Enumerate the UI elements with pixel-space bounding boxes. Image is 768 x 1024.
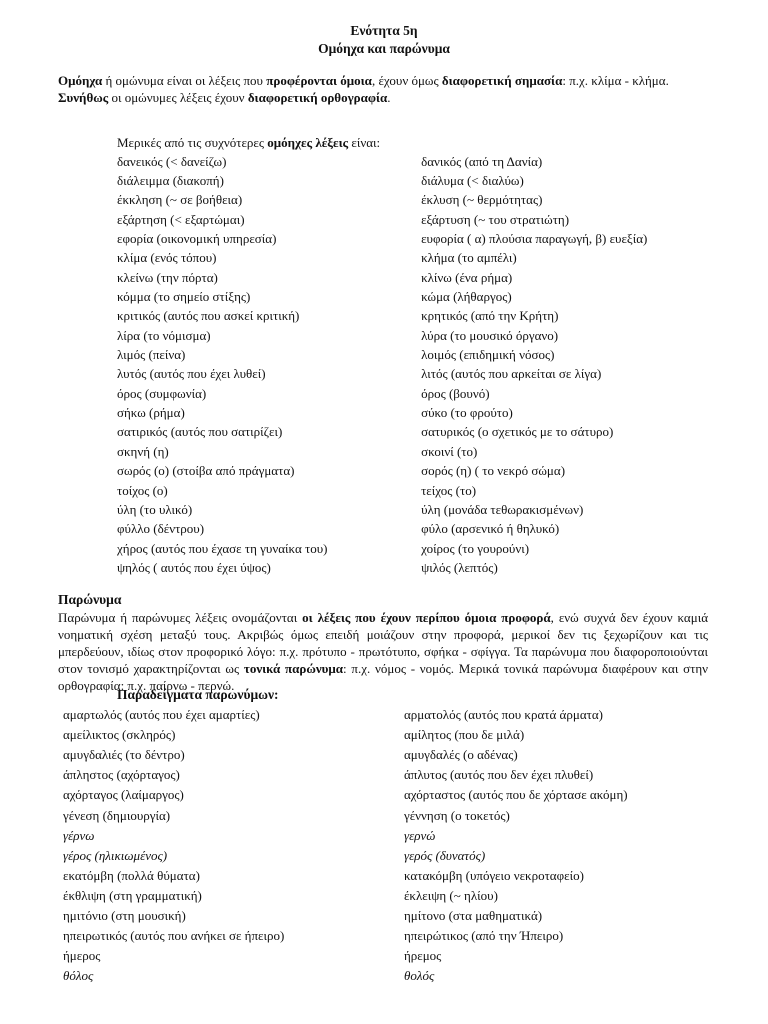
list-item	[117, 539, 737, 558]
title-block	[0, 22, 768, 58]
page-title: Ενότητα 5η	[350, 23, 418, 38]
term-omoiha: Ομόηχα	[58, 73, 103, 88]
homophone-right: λύρα (το μουσικό όργανο)	[421, 327, 559, 343]
paronym-right: άπλυτος (αυτός που δεν έχει πλυθεί)	[403, 767, 594, 783]
list-item	[63, 966, 723, 986]
paronym-right: γερός (δυνατός)	[403, 847, 486, 863]
homophone-left: σήκω (ρήμα)	[117, 405, 185, 421]
homophone-left: κόμμα (το σημείο στίξης)	[117, 289, 251, 305]
homophone-right: σατυρικός (ο σχετικός με το σάτυρο)	[421, 424, 614, 440]
homophone-right: ψιλός (λεπτός)	[421, 559, 498, 575]
homophone-left: λιμός (πείνα)	[117, 347, 186, 363]
homophone-left: σατιρικός (αυτός που σατιρίζει)	[117, 424, 283, 440]
paronym-left: ηπειρωτικός (αυτός που ανήκει σε ήπειρο)	[63, 928, 285, 944]
list-item	[117, 462, 737, 481]
list-item	[117, 442, 737, 461]
homophone-right: χοίρος (το γουρούνι)	[421, 540, 530, 556]
intro-emphasis: διαφορετική σημασία	[441, 73, 563, 88]
paronym-left: αμείλικτος (σκληρός)	[63, 727, 176, 743]
homophone-left: κλίμα (ενός τόπου)	[117, 250, 217, 266]
homophone-right: φύλο (αρσενικό ή θηλυκό)	[421, 521, 560, 537]
page-subtitle: Ομόηχα και παρώνυμα	[318, 41, 450, 56]
homophone-right: λοιμός (επιδημική νόσος)	[421, 347, 555, 363]
para-emphasis: τονικά παρώνυμα	[243, 661, 344, 676]
intro-emphasis: Συνήθως	[58, 90, 109, 105]
list-item	[63, 906, 723, 926]
paronym-left: γένεση (δημιουργία)	[63, 807, 171, 823]
homophone-right: σορός (η) ( το νεκρό σώμα)	[421, 463, 566, 479]
intro-paragraph	[58, 72, 708, 106]
list-item	[117, 210, 737, 229]
list-item	[117, 384, 737, 403]
list-item	[117, 423, 737, 442]
homophone-right: κλήμα (το αμπέλι)	[421, 250, 517, 266]
homophone-left: διάλειμμα (διακοπή)	[117, 173, 224, 189]
intro-line-1	[58, 72, 708, 89]
list-item	[117, 152, 737, 171]
homophone-left: τοίχος (ο)	[117, 482, 168, 498]
homophone-right: κρητικός (από την Κρήτη)	[421, 308, 559, 324]
homophone-right: διάλυμα (< διαλύω)	[421, 173, 524, 189]
homophone-left: δανεικός (< δανείζω)	[117, 153, 227, 169]
intro-text: .	[387, 90, 391, 105]
homophone-right: όρος (βουνό)	[421, 385, 490, 401]
list-item	[117, 500, 737, 519]
homophone-right: σύκο (το φρούτο)	[421, 405, 513, 421]
list-item	[117, 558, 737, 577]
paronym-right: αρματολός (αυτός που κρατά άρματα)	[403, 707, 603, 723]
paronym-left: εκατόμβη (πολλά θύματα)	[63, 867, 200, 883]
homophone-right: εξάρτυση (~ του στρατιώτη)	[421, 211, 570, 227]
intro-line-2	[58, 89, 708, 106]
homophone-left: σκηνή (η)	[117, 443, 169, 459]
homophone-right: κώμα (λήθαργος)	[421, 289, 512, 305]
para-text: , ενώ συχνά δεν έχουν καμιά νοηματική σχέση μεταξύ τους. Ακριβώς όμως επειδή μοιάζουν στην προφορά, μερικοί δεν τις ξεχωρίζουν και τις μπερδεύουν, ιδίως στον προφορικό λόγο: π.χ. πρότυπο - πρωτότυπο, σφήκα - σφίγγα. Τα παρώνυμα που διαφοροποιούνται στον τονισμό χαρακτηρίζονται ως	[58, 610, 709, 676]
list-item	[117, 307, 737, 326]
homophone-left: λίρα (το νόμισμα)	[117, 327, 211, 343]
homophone-left: εξάρτηση (< εξαρτώμαι)	[117, 211, 245, 227]
paronym-right: αμίλητος (που δε μιλά)	[403, 727, 525, 743]
list-item	[117, 191, 737, 210]
list-item	[63, 886, 723, 906]
list-item	[63, 765, 723, 785]
homophones-list	[117, 152, 737, 578]
paronyms-list	[63, 705, 723, 986]
list-item	[63, 946, 723, 966]
list-item	[63, 826, 723, 846]
list-item	[117, 249, 737, 268]
homophone-left: χήρος (αυτός που έχασε τη γυναίκα του)	[117, 540, 328, 556]
list-item	[63, 705, 723, 725]
intro-text: , έχουν όμως	[371, 73, 442, 88]
homophone-right: κλίνω (ένα ρήμα)	[421, 269, 513, 285]
list-item	[63, 846, 723, 866]
intro-text: οι ομώνυμες λέξεις έχουν	[108, 90, 248, 105]
header-text: Μερικές από τις συχνότερες	[117, 135, 268, 150]
para-emphasis: οι λέξεις που έχουν περίπου όμοια προφορά	[302, 610, 551, 625]
homophone-left: κριτικός (αυτός που ασκεί κριτική)	[117, 308, 300, 324]
homophone-right: έκλυση (~ θερμότητας)	[421, 192, 543, 208]
paronym-left: γέρνω	[63, 827, 95, 843]
list-item	[117, 171, 737, 190]
list-item	[117, 268, 737, 287]
paronym-left: ήμερος	[63, 948, 101, 964]
list-item	[63, 725, 723, 745]
homophone-right: ύλη (μονάδα τεθωρακισμένων)	[421, 501, 584, 517]
paronym-left: άπληστος (αχόρταγος)	[63, 767, 180, 783]
header-text: είναι:	[348, 135, 381, 150]
paronym-left: έκθλιψη (στη γραμματική)	[63, 887, 202, 903]
homophone-left: ύλη (το υλικό)	[117, 501, 193, 517]
homophone-left: όρος (συμφωνία)	[117, 385, 207, 401]
list-item	[117, 229, 737, 248]
homophone-right: τείχος (το)	[421, 482, 477, 498]
list-item	[117, 481, 737, 500]
homophone-left: σωρός (ο) (στοίβα από πράγματα)	[117, 463, 295, 479]
list-item	[117, 520, 737, 539]
paronym-right: ηπειρώτικος (από την Ήπειρο)	[403, 928, 564, 944]
list-item	[117, 287, 737, 306]
homophone-left: έκκληση (~ σε βοήθεια)	[117, 192, 243, 208]
homophone-right: δανικός (από τη Δανία)	[421, 153, 543, 169]
homophone-right: ευφορία ( α) πλούσια παραγωγή, β) ευεξία)	[421, 231, 648, 247]
intro-text: ή ομώνυμα είναι οι λέξεις που	[102, 73, 267, 88]
paronym-right: θολός	[403, 968, 435, 984]
list-item	[63, 785, 723, 805]
list-item	[63, 866, 723, 886]
paronym-right: ήρεμος	[403, 948, 442, 964]
paronym-right: ημίτονο (στα μαθηματικά)	[403, 907, 543, 923]
paronym-right: γέννηση (ο τοκετός)	[403, 807, 510, 823]
list-item	[63, 926, 723, 946]
paronym-right: γερνώ	[403, 827, 436, 843]
homophone-left: φύλλο (δέντρου)	[117, 521, 205, 537]
intro-text: : π.χ. κλίμα - κλήμα.	[562, 73, 669, 88]
homophone-right: σκοινί (το)	[421, 443, 478, 459]
homophone-left: εφορία (οικονομική υπηρεσία)	[117, 231, 277, 247]
examples-heading: Παραδείγματα παρωνύμων:	[117, 687, 279, 702]
paronym-right: έκλειψη (~ ηλίου)	[403, 887, 498, 903]
list-item	[117, 345, 737, 364]
para-text: Παρώνυμα ή παρώνυμες λέξεις ονομάζονται	[58, 610, 303, 625]
list-item	[117, 403, 737, 422]
paronym-right: αμυγδαλές (ο αδένας)	[403, 747, 518, 763]
homophone-right: λιτός (αυτός που αρκείται σε λίγα)	[421, 366, 602, 382]
list-item	[117, 365, 737, 384]
intro-emphasis: διαφορετική ορθογραφία	[247, 90, 388, 105]
homophone-left: λυτός (αυτός που έχει λυθεί)	[117, 366, 266, 382]
list-item	[117, 326, 737, 345]
paronym-right: αχόρταστος (αυτός που δε χόρτασε ακόμη)	[403, 787, 628, 803]
paronyms-text	[58, 609, 708, 694]
list-item	[63, 745, 723, 765]
paronyms-paragraph	[58, 609, 708, 694]
paronym-left: γέρος (ηλικιωμένος)	[63, 847, 168, 863]
paronym-left: αχόρταγος (λαίμαργος)	[63, 787, 184, 803]
paronym-left: αμυγδαλιές (το δέντρο)	[63, 747, 185, 763]
intro-emphasis: προφέρονται όμοια	[266, 73, 372, 88]
homophones-list-header	[117, 135, 380, 151]
homophone-left: κλείνω (την πόρτα)	[117, 269, 218, 285]
list-item	[63, 805, 723, 825]
paronym-left: ημιτόνιο (στη μουσική)	[63, 907, 186, 923]
para-text: : π.χ. νόμος - νομός. Μερικά τονικά παρώνυμα διαφέρουν και στην ορθογραφία: π.χ. παίρνω - περνώ.	[58, 661, 708, 693]
paronym-right: κατακόμβη (υπόγειο νεκροταφείο)	[403, 867, 584, 883]
paronyms-heading: Παρώνυμα	[58, 592, 122, 607]
header-emphasis: ομόηχες λέξεις	[267, 135, 349, 150]
homophone-left: ψηλός ( αυτός που έχει ύψος)	[117, 559, 271, 575]
paronym-left: θόλος	[63, 968, 94, 984]
paronym-left: αμαρτωλός (αυτός που έχει αμαρτίες)	[63, 707, 260, 723]
